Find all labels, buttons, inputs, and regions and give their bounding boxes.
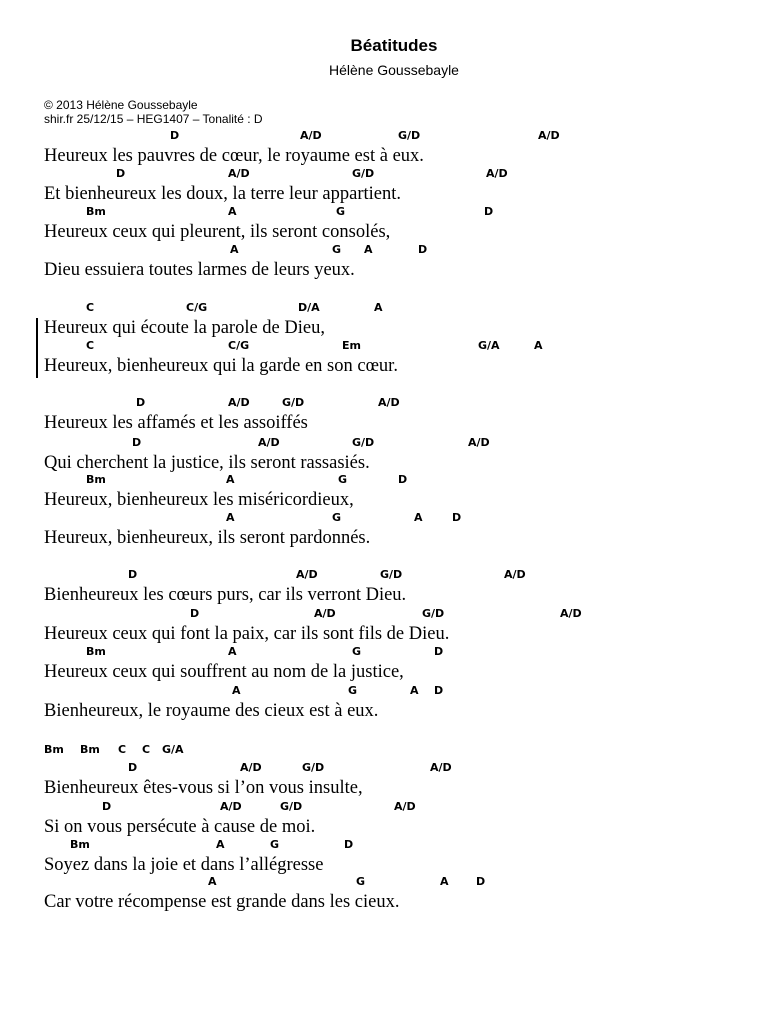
chord-label: G/D: [280, 800, 303, 813]
lyric-line: Soyez dans la joie et dans l’allégresse: [44, 855, 324, 875]
chord-label: A: [414, 511, 423, 524]
chord-label: D: [344, 838, 354, 851]
chord-label: A: [216, 838, 225, 851]
chord-label: A: [364, 243, 373, 256]
chord-label: C/G: [186, 301, 208, 314]
chord-label: Bm: [86, 205, 106, 218]
chord-label: A: [374, 301, 383, 314]
chord-label: D: [170, 129, 180, 142]
chord-label: A/D: [314, 607, 336, 620]
lyric-line: Car votre récompense est grande dans les cieux.: [44, 892, 400, 912]
chord-label: A/D: [394, 800, 416, 813]
lyric-line: Heureux, bienheureux qui la garde en son cœur.: [44, 356, 398, 376]
song-author: Hélène Goussebayle: [329, 62, 459, 78]
chord-label: A/D: [258, 436, 280, 449]
lyric-line: Heureux les affamés et les assoiffés: [44, 413, 308, 433]
chord-label: G/D: [302, 761, 325, 774]
intro-chord: C: [118, 743, 127, 756]
chord-label: G/D: [422, 607, 445, 620]
chord-label: A/D: [228, 167, 250, 180]
chord-label: Bm: [70, 838, 90, 851]
chord-label: D/A: [298, 301, 320, 314]
lyric-line: Heureux ceux qui souffrent au nom de la justice,: [44, 662, 404, 682]
chord-label: D: [132, 436, 142, 449]
lyric-line: Heureux ceux qui pleurent, ils seront consolés,: [44, 222, 391, 242]
chord-label: D: [398, 473, 408, 486]
chord-label: G: [338, 473, 348, 486]
intro-chord: Bm: [80, 743, 100, 756]
chord-label: A/D: [378, 396, 400, 409]
intro-chord: Bm: [44, 743, 64, 756]
chord-label: G: [336, 205, 346, 218]
lyric-line: Heureux les pauvres de cœur, le royaume est à eux.: [44, 146, 424, 166]
chord-label: G/A: [478, 339, 500, 352]
chord-label: C: [86, 339, 95, 352]
chord-label: Bm: [86, 645, 106, 658]
lyric-line: Heureux, bienheureux les miséricordieux,: [44, 490, 354, 510]
chord-label: G: [270, 838, 280, 851]
chord-label: G: [332, 511, 342, 524]
chord-label: A: [230, 243, 239, 256]
chord-label: A/D: [560, 607, 582, 620]
chord-label: A: [410, 684, 419, 697]
chord-label: D: [484, 205, 494, 218]
chord-label: C: [86, 301, 95, 314]
chord-label: D: [116, 167, 126, 180]
chord-label: A/D: [300, 129, 322, 142]
chord-label: A: [534, 339, 543, 352]
chord-label: G/D: [380, 568, 403, 581]
song-title: Béatitudes: [350, 36, 438, 55]
chord-label: D: [102, 800, 112, 813]
chord-label: A: [226, 511, 235, 524]
chord-label: A/D: [228, 396, 250, 409]
chord-label: A/D: [486, 167, 508, 180]
lyric-line: Bienheureux, le royaume des cieux est à eux.: [44, 701, 379, 721]
chord-label: G: [352, 645, 362, 658]
chord-label: Bm: [86, 473, 106, 486]
chord-label: A/D: [430, 761, 452, 774]
chord-label: G: [332, 243, 342, 256]
chord-label: G: [348, 684, 358, 697]
chord-label: G/D: [352, 167, 375, 180]
chord-label: A: [226, 473, 235, 486]
lyric-line: Heureux qui écoute la parole de Dieu,: [44, 318, 325, 338]
chord-label: D: [128, 568, 138, 581]
source-line: shir.fr 25/12/15 – HEG1407 – Tonalité : D: [44, 112, 263, 126]
chord-label: G: [356, 875, 366, 888]
lyric-line: Si on vous persécute à cause de moi.: [44, 817, 316, 837]
lyric-line: Bienheureux êtes-vous si l’on vous insulte,: [44, 778, 363, 798]
chord-label: C/G: [228, 339, 250, 352]
chord-label: G/D: [398, 129, 421, 142]
chord-label: D: [452, 511, 462, 524]
chord-label: D: [128, 761, 138, 774]
chord-label: D: [476, 875, 486, 888]
intro-chord: C: [142, 743, 151, 756]
chord-label: G/D: [352, 436, 375, 449]
chord-label: A: [440, 875, 449, 888]
intro-chord: G/A: [162, 743, 184, 756]
chord-label: A/D: [504, 568, 526, 581]
chord-label: D: [434, 684, 444, 697]
chord-label: A: [228, 645, 237, 658]
chord-label: A/D: [296, 568, 318, 581]
chord-label: D: [434, 645, 444, 658]
chord-label: A: [232, 684, 241, 697]
chord-label: G/D: [282, 396, 305, 409]
lyric-line: Dieu essuiera toutes larmes de leurs yeux.: [44, 260, 355, 280]
chord-label: A: [228, 205, 237, 218]
lyric-line: Heureux ceux qui font la paix, car ils sont fils de Dieu.: [44, 624, 450, 644]
chord-label: A: [208, 875, 217, 888]
lyric-line: Et bienheureux les doux, la terre leur appartient.: [44, 184, 402, 204]
lyric-line: Qui cherchent la justice, ils seront rassasiés.: [44, 453, 370, 473]
repeat-bar: [36, 318, 38, 378]
chord-label: D: [136, 396, 146, 409]
chord-label: A/D: [468, 436, 490, 449]
chord-label: A/D: [240, 761, 262, 774]
chord-label: A/D: [538, 129, 560, 142]
copyright-line: © 2013 Hélène Goussebayle: [44, 98, 198, 112]
lyric-line: Heureux, bienheureux, ils seront pardonnés.: [44, 528, 371, 548]
chord-label: D: [418, 243, 428, 256]
chord-label: Em: [342, 339, 361, 352]
chord-label: A/D: [220, 800, 242, 813]
chord-label: D: [190, 607, 200, 620]
lyric-line: Bienheureux les cœurs purs, car ils verront Dieu.: [44, 585, 407, 605]
